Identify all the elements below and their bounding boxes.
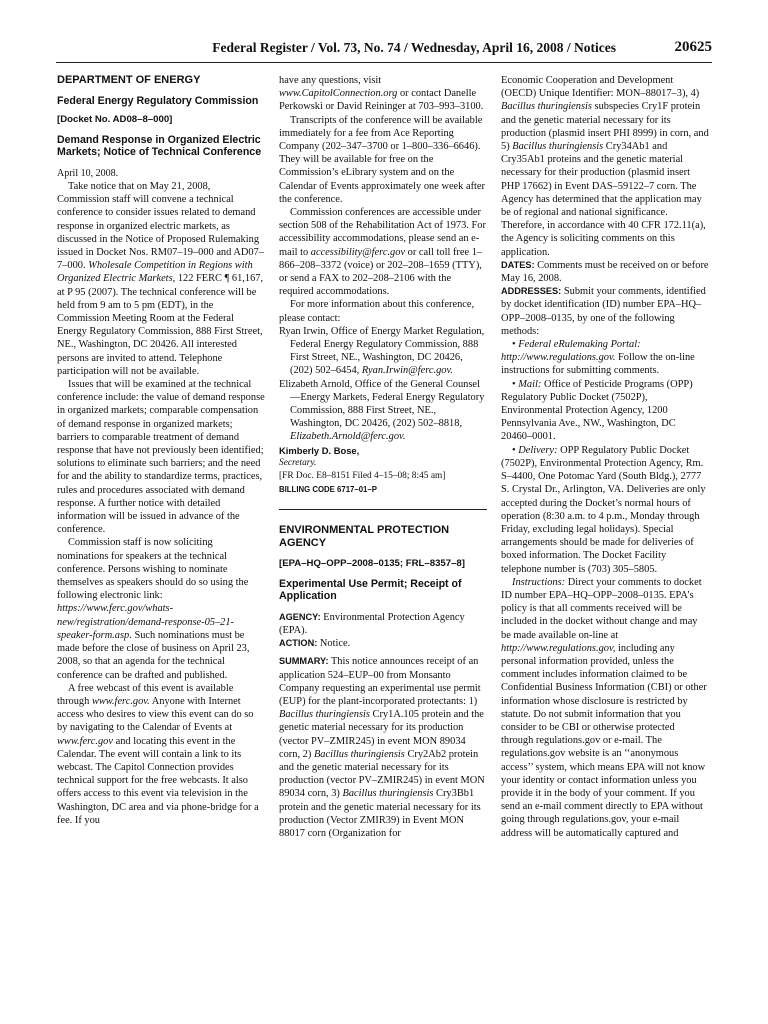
agency-line — [279, 611, 487, 637]
species-name: Bacillus thuringiensis — [501, 101, 592, 113]
paragraph: Transcripts of the conference will be available immediately for a fee from Ace Reporting Company (202–347–3700 or 1–800–336–6646). They will be available for free on the Commission’s eLibrary system and on the Calendar of Events approximately one week after the conference. — [279, 114, 485, 205]
text: Notice. — [319, 638, 351, 650]
text: Cry1A.105 protein and the genetic material necessary for its production (vector PV–ZMIR245) in event MON 89034 corn, 2) — [279, 709, 484, 760]
text: Submit your comments, identified by docket identification (ID) number EPA–HQ–OPP–2008–0135, by one of the following methods: — [501, 286, 706, 337]
text: have any questions, visit — [279, 75, 382, 86]
header-rule — [56, 62, 712, 63]
species-name: Bacillus thuringiensis — [342, 788, 434, 800]
label: ACTION: — [279, 638, 318, 649]
speaker-form-link[interactable]: https://www.ferc.gov/whats-new/registration/demand-response-05–21-speaker-form.asp. — [57, 603, 235, 641]
text: Secretary. — [279, 457, 317, 468]
email-link[interactable]: Elizabeth.Arnold@ferc.gov. — [290, 431, 406, 443]
capitol-connection-link[interactable]: www.CapitolConnection.org — [279, 88, 398, 100]
text: Commission conferences are accessible under section 508 of the Rehabilitation Act of 1973. For accessibility accommodations, please send an e-mail to — [279, 207, 486, 258]
text: Commission staff is now soliciting nominations for speakers at the technical conference. Persons wishing to nominate themselves as speakers should do so using the following electronic link: — [57, 537, 249, 602]
text: A free webcast of this event is available through — [57, 682, 234, 707]
regulations-link[interactable]: http://www.regulations.gov. — [501, 352, 616, 364]
text: Ryan Irwin, Office of Energy Market Regulation, Federal Energy Regulatory Commission, 888 First Street, NE., Washington, DC 20426, (202) 502–6454, — [279, 325, 485, 377]
label: AGENCY: — [279, 611, 321, 622]
paragraph — [279, 74, 487, 114]
addresses-line — [501, 285, 709, 338]
text: Office of Pesticide Programs (OPP) Regulatory Public Docket (7502P), Environmental Protection Agency, 1200 Pennsylvania Ave., NW., Washington, DC 20460–0001. — [501, 378, 693, 443]
text: Elizabeth Arnold, Office of the General Counsel—Energy Markets, Federal Energy Regulatory Commission, 888 First Street, NE., Washington, DC 20426, (202) 502–8818, — [279, 378, 485, 430]
bullet-icon: • — [512, 378, 516, 390]
text: Such nominations must be made before the close of business on April 23, 2008, so that an agenda for the technical conference can be drafted and published. — [57, 629, 250, 681]
contact-entry — [279, 378, 487, 444]
text: Follow the on-line instructions for submitting comments. — [501, 352, 695, 377]
summary-paragraph — [279, 655, 487, 840]
agency-heading: Federal Energy Regulatory Commission — [57, 95, 259, 107]
notice-date: April 10, 2008. — [57, 167, 119, 179]
label: Instructions: — [512, 576, 566, 588]
label: Federal eRulemaking Portal: — [518, 339, 641, 351]
column-1 — [57, 74, 265, 827]
ferc-link[interactable]: www.ferc.gov — [57, 735, 113, 747]
label: DATES: — [501, 259, 535, 270]
paragraph — [501, 576, 709, 840]
paragraph — [57, 682, 265, 827]
accessibility-email-link[interactable]: accessibility@ferc.gov — [310, 246, 406, 258]
paragraph — [279, 206, 487, 298]
paragraph — [57, 536, 265, 681]
text: and locating this event in the Calendar. The event will contain a link to its webcast. The Capitol Connection provides technical support for the free webcasts. It also offers access to this event via television in the Washington, DC area and via phone-bridge for a fee. If you — [57, 735, 259, 826]
column-2 — [279, 74, 487, 840]
ferc-link[interactable]: www.ferc.gov. — [91, 695, 150, 707]
label: Mail: — [518, 378, 542, 390]
email-link[interactable]: Ryan.Irwin@ferc.gov. — [361, 365, 453, 377]
bullet-item — [501, 338, 709, 378]
text: or call toll free 1–866–208–3372 (voice) or 202–208–1659 (TTY), or send a FAX to 202–208–2106 with the required accommodations. — [279, 246, 483, 298]
fr-doc-line: [FR Doc. E8–8151 Filed 4–15–08; 8:45 am] — [279, 471, 446, 482]
column-3 — [501, 74, 709, 840]
label: ADDRESSES: — [501, 286, 562, 297]
text: Direct your comments to docket ID number EPA–HQ–OPP–2008–0135. EPA’s policy is that all comments received will be included in the docket without change and may be made available on-line at — [501, 576, 702, 641]
label: Delivery: — [518, 444, 558, 456]
action-line — [279, 637, 487, 650]
species-name: Bacillus thuringiensis — [313, 748, 405, 760]
text: Cry34Ab1 and Cry35Ab1 proteins and the genetic material necessary for their production (plasmid insert PHP 17662) in Event DAS–59122–7 corn. The Agency has determined that the application may be of regional and national significance. Therefore, in accordance with 40 CFR 172.11(a), the Agency is soliciting comments on this application. — [501, 141, 706, 258]
text: Anyone with Internet access who desires to view this event can do so by navigating to the Calendar of Events at — [57, 695, 254, 734]
text: Cry2Ab2 protein and the genetic material necessary for its production (vector PV–ZMIR245) in event MON 89034 corn, 3) — [279, 748, 485, 800]
case-title: Wholesale Competition in Regions with Organized Electric Markets — [57, 260, 253, 285]
header-citation: Federal Register / Vol. 73, No. 74 / Wednesday, April 16, 2008 / Notices — [212, 40, 616, 55]
text: Take notice that on May 21, 2008, Commission staff will convene a technical conference to consider issues related to demand response in organized electric markets, as discussed in the Notice of Proposed Rulemaking issued in Docket Nos. RM07–19–000 and AD07–7–000. — [57, 180, 264, 272]
regulations-link[interactable]: http://www.regulations.gov, — [501, 642, 616, 654]
species-name: Bacillus thuringiensis — [512, 141, 604, 153]
text: OPP Regulatory Public Docket (7502P), Environmental Protection Agency, Rm. S–4400, One Potomac Yard (South Bldg.), 2777 S. Crystal Dr., Arlington, VA. Deliveries are only accepted during the Docket’s normal hours of operation (8:30 a.m. to 4 p.m., Monday through Friday, excluding legal holidays). Special arrangements should be made for deliveries of boxed information. The Docket Facility telephone number is (703) 305–5805. — [501, 444, 706, 575]
signer-name: Kimberly D. Bose, — [279, 444, 360, 456]
text: Economic Cooperation and Development (OECD) Unique Identifier: MON–88017–3), 4) — [501, 75, 700, 100]
paragraph — [57, 180, 265, 378]
running-header — [56, 40, 712, 60]
contact-entry — [279, 325, 487, 378]
signer-title — [279, 457, 487, 470]
text: Environmental Protection Agency (EPA). — [279, 611, 465, 636]
notice-title: Demand Response in Organized Electric Markets; Notice of Technical Conference — [57, 133, 262, 159]
dates-line — [501, 259, 709, 285]
paragraph: For more information about this conference, please contact: — [279, 299, 475, 324]
bullet-icon: • — [512, 444, 516, 456]
bullet-icon: • — [512, 339, 516, 351]
billing-code: BILLING CODE 6717–01–P — [279, 485, 377, 495]
bullet-item — [501, 378, 709, 444]
label: SUMMARY: — [279, 656, 329, 667]
bullet-item — [501, 444, 709, 576]
paragraph: Issues that will be examined at the technical conference include: the value of demand response in organized markets; comparable compensation of demand response in organized markets; barriers to comparable treatment of demand response that have not previously been identified; solutions to eliminate such barriers; and the need for and the ability to standardize terms, practices, rules and procedures associated with demand response. A further notice with detailed information will be issued in advance of the conference. — [57, 379, 265, 536]
docket-number: [EPA–HQ–OPP–2008–0135; FRL–8357–8] — [279, 557, 465, 569]
text: This notice announces receipt of an application 524–EUP–00 from Monsanto Company requesting an experimental use permit (EUP) for the plant-incorporated protectants: 1) — [279, 656, 481, 707]
text: , 122 FERC ¶ 61,167, at P 95 (2007). The technical conference will be held from 9 am to 5 pm (EDT), in the Commission Meeting Room at the Federal Energy Regulatory Commission, 888 First Street, NE., Washington, DC 20426. All interested persons are invited to attend. Telephone participation will not be available. — [57, 273, 264, 377]
text: subspecies Cry1F protein and the genetic material necessary for its production (plasmid insert PHI 8999) in corn, and 5) — [501, 101, 709, 153]
paragraph — [501, 74, 709, 259]
docket-number: [Docket No. AD08–8–000] — [57, 113, 173, 125]
text: or contact Danelle Perkowski or David Reininger at 703–993–3100. — [279, 88, 484, 113]
species-name: Bacillus thuringiensis — [279, 709, 370, 721]
department-heading: DEPARTMENT OF ENERGY — [57, 74, 201, 86]
section-divider — [279, 509, 487, 510]
text: Comments must be received on or before May 16, 2008. — [501, 259, 709, 285]
text: including any personal information provided, unless the comment includes information claimed to be Confidential Business Information (CBI) or other information whose disclosure is restricted by statute. Do not submit information that you consider to be CBI or otherwise protected through regulations.gov or e-mail. The regulations.gov website is an ‘‘anonymous access’’ system, which means EPA will not know your identity or contact information unless you provide it in the body of your comment. If you send an e-mail comment directly to EPA without going through regulations.gov, your e-mail address will be automatically captured and — [501, 642, 707, 839]
agency-heading: ENVIRONMENTAL PROTECTION AGENCY — [279, 523, 450, 549]
page-number: 20625 — [674, 39, 712, 55]
text: Cry3Bb1 protein and the genetic material necessary for its production (Vector ZMIR39) in Event MON 88017 corn (Organization for — [279, 788, 481, 839]
notice-title: Experimental Use Permit; Receipt of Application — [279, 577, 462, 603]
